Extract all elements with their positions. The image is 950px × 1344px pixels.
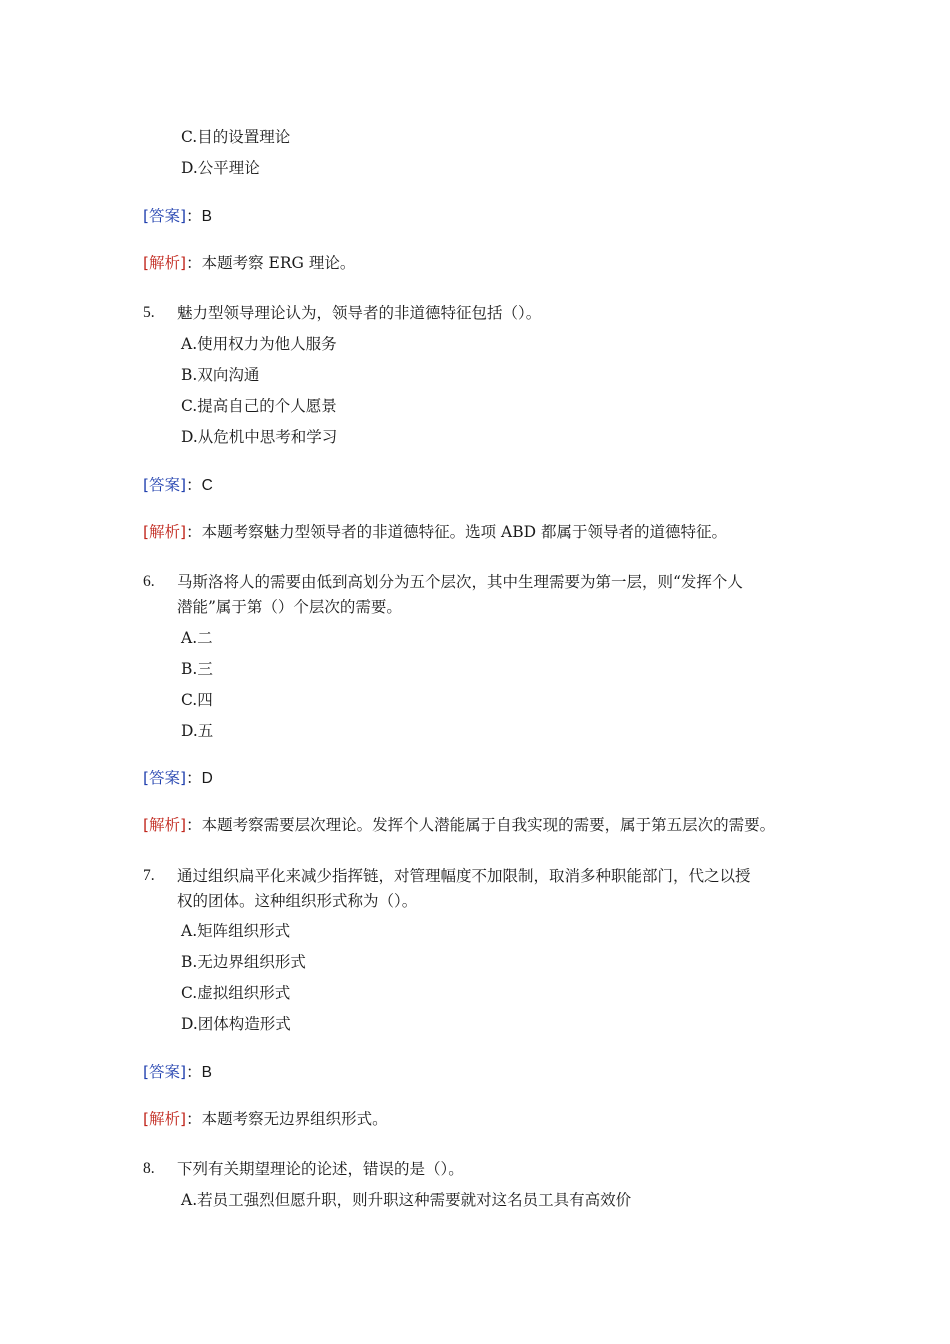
answer-tag: [答案] [143,769,187,787]
option-c: C.目的设置理论 [181,128,291,146]
question-number: 6. [143,573,155,590]
question-number: 5. [143,304,155,321]
explanation-text: 本题考察无边界组织形式。 [201,1110,388,1128]
option-a: A.矩阵组织形式 [181,922,291,940]
answer-line: [答案]：C [143,476,213,494]
option-b: B.三 [181,660,213,678]
option-a: A.若员工强烈但愿升职，则升职这种需要就对这名员工具有高效价 [181,1191,632,1209]
answer-value: C [201,477,213,494]
answer-tag: [答案] [143,207,187,225]
answer-line: [答案]：D [143,769,213,787]
explanation-tag: [解析] [143,254,187,272]
answer-value: B [201,208,212,225]
answer-value: D [201,770,213,787]
explanation-text: 本题考察魅力型领导者的非道德特征。选项 ABD 都属于领导者的道德特征。 [201,523,727,541]
option-b: B.无边界组织形式 [181,953,306,971]
question-number: 8. [143,1160,155,1177]
option-d: D.团体构造形式 [181,1015,291,1033]
option-d: D.五 [181,722,214,740]
question-text: 魅力型领导理论认为，领导者的非道德特征包括（）。 [177,304,542,322]
explanation-line: [解析]：本题考察需要层次理论。发挥个人潜能属于自我实现的需要，属于第五层次的需要。 [143,816,776,834]
question-text: 马斯洛将人的需要由低到高划分为五个层次，其中生理需要为第一层，则“发挥个人 [177,573,743,591]
option-b: B.双向沟通 [181,366,260,384]
option-d: D.公平理论 [181,159,260,177]
question-text: 通过组织扁平化来减少指挥链，对管理幅度不加限制，取消多种职能部门，代之以授 [177,867,751,885]
option-c: C.虚拟组织形式 [181,984,291,1002]
explanation-tag: [解析] [143,523,187,541]
answer-value: B [201,1064,212,1081]
explanation-text: 本题考察 ERG 理论。 [201,254,356,272]
option-d: D.从危机中思考和学习 [181,428,338,446]
explanation-line: [解析]：本题考察无边界组织形式。 [143,1110,388,1128]
explanation-line: [解析]：本题考察魅力型领导者的非道德特征。选项 ABD 都属于领导者的道德特征。 [143,523,727,541]
question-text: 下列有关期望理论的论述，错误的是（）。 [177,1160,464,1178]
question-text-continued: 潜能”属于第（）个层次的需要。 [177,598,402,616]
option-c: C.提高自己的个人愿景 [181,397,337,415]
question-text-continued: 权的团体。这种组织形式称为（）。 [177,892,418,910]
explanation-tag: [解析] [143,816,187,834]
question-number: 7. [143,867,155,884]
option-a: A.二 [181,629,213,647]
answer-line: [答案]：B [143,207,212,225]
answer-tag: [答案] [143,476,187,494]
answer-line: [答案]：B [143,1063,212,1081]
option-a: A.使用权力为他人服务 [181,335,337,353]
answer-tag: [答案] [143,1063,187,1081]
explanation-tag: [解析] [143,1110,187,1128]
option-c: C.四 [181,691,213,709]
explanation-text: 本题考察需要层次理论。发挥个人潜能属于自我实现的需要，属于第五层次的需要。 [201,816,776,834]
explanation-line: [解析]：本题考察 ERG 理论。 [143,254,356,272]
